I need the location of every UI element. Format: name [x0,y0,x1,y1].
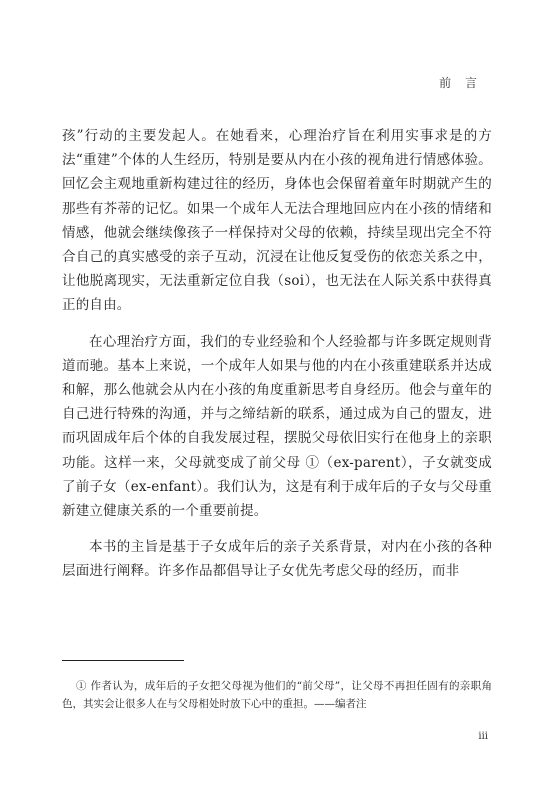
page-body [62,124,492,596]
footnote: ① 作者认为，成年后的子女把父母视为他们的“前父母”，让父母不再担任固有的亲职角色，其实会让很多人在与父母相处时放下心中的重担。——编者注 [62,680,492,710]
footnote-divider [62,660,184,661]
paragraph-1: 孩”行动的主要发起人。在她看来，心理治疗旨在利用实事求是的方法“重建”个体的人生经历，特别是要从内在小孩的视角进行情感体验。回忆会主观地重新构建过往的经历，身体也会保留着童年时期就产生的那些有芥蒂的记忆。如果一个成年人无法合理地回应内在小孩的情绪和情感，他就会继续像孩子一样保持对父母的依赖，持续呈现出完全不符合自己的真实感受的亲子互动，沉浸在让他反复受伤的依恋关系之中，让他脱离现实，无法重新定位自我（soi），也无法在人际关系中获得真正的自由。 [62,128,492,314]
paragraph-2: 在心理治疗方面，我们的专业经验和个人经验都与许多既定规则背道而驰。基本上来说，一个成年人如果与他的内在小孩重建联系并达成和解，那么他就会从内在小孩的角度重新思考自身经历。他会与童年的自己进行特殊的沟通，并与之缔结新的联系，通过成为自己的盟友，进而巩固成年后个体的自我发展过程，摆脱父母依旧实行在他身上的亲职功能。这样一来，父母就变成了前父母 ①（ex-parent），子女就变成了前子女（ex-enfant）。我们认为，这是有利于成年后的子女与父母重新建立健康关系的一个重要前提。 [62,333,492,520]
running-header: 前 言 [439,76,482,90]
page-number: ⅲ [478,731,488,742]
paragraph-3: 本书的主旨是基于子女成年后的亲子关系背景，对内在小孩的各种层面进行阐释。许多作品都倡导让子女优先考虑父母的经历，而非 [62,539,492,580]
